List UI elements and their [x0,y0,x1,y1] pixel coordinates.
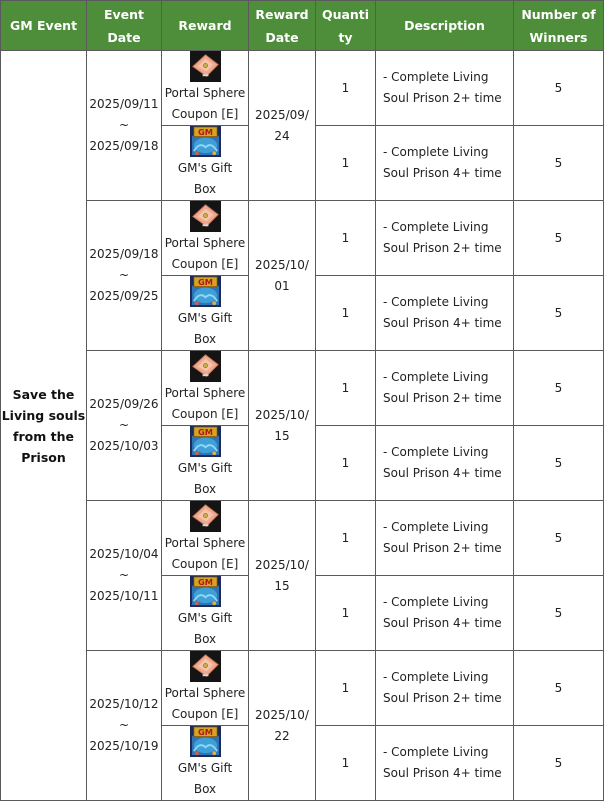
event-date-end: 2025/09/18 [89,139,159,153]
event-date-start: 2025/10/12 [89,697,159,711]
reward-cell [162,501,249,576]
reward-name-line: GM's Gift [177,311,233,325]
reward-cell [162,201,249,276]
quantity-cell: 1 [316,501,376,576]
header-reward-date [249,1,316,51]
header-event-date-line: Event [103,6,145,22]
event-date-start: 2025/09/26 [89,397,159,411]
event-date-cell [87,201,162,351]
event-date-cell [87,351,162,501]
description-line: - Complete Living [383,70,489,84]
event-date-sep: ~ [118,718,130,732]
event-name-cell [1,51,87,801]
reward-date-line: 15 [274,578,290,593]
quantity-cell: 1 [316,651,376,726]
reward-date-line: 2025/10/ [255,707,309,722]
reward-name-line: GM's Gift [177,461,233,475]
reward-name-line: Portal Sphere [164,236,246,250]
header-quantity-line: ty [338,29,353,45]
table-row [1,501,604,576]
description-cell [376,651,514,726]
portal-sphere-coupon-icon [190,651,221,682]
reward-name-line: Box [193,782,217,796]
event-name-line: Prison [21,449,66,465]
quantity-cell: 1 [316,51,376,126]
winners-cell: 5 [514,426,604,501]
winners-cell: 5 [514,126,604,201]
description-line: - Complete Living [383,145,489,159]
reward-date-line: 2025/10/ [255,257,309,272]
reward-cell [162,276,249,351]
quantity-cell: 1 [316,351,376,426]
table-row [1,651,604,726]
description-cell [376,501,514,576]
description-line: Soul Prison 4+ time [383,466,502,480]
gm-gift-box-icon [190,126,221,157]
reward-date-line: 2025/09/ [255,107,309,122]
portal-sphere-coupon-icon [190,501,221,532]
description-cell [376,726,514,801]
event-date-cell [87,51,162,201]
table-row [1,201,604,276]
winners-cell: 5 [514,501,604,576]
reward-name-line: Coupon [E] [171,707,239,721]
gm-gift-box-icon [190,276,221,307]
table-row [1,51,604,126]
reward-date-cell [249,51,316,201]
description-cell [376,426,514,501]
reward-date-line: 2025/10/ [255,557,309,572]
header-event-date-line: Date [107,29,141,45]
reward-name-line: Portal Sphere [164,386,246,400]
event-date-end: 2025/10/11 [89,589,159,603]
reward-date-line: 2025/10/ [255,407,309,422]
reward-cell [162,651,249,726]
description-cell [376,51,514,126]
quantity-cell: 1 [316,726,376,801]
portal-sphere-coupon-icon [190,201,221,232]
reward-cell [162,576,249,651]
reward-name-line: GM's Gift [177,161,233,175]
reward-date-line: 01 [274,278,290,293]
gm-gift-box-icon [190,726,221,757]
event-date-sep: ~ [118,568,130,582]
reward-name-line: Coupon [E] [171,257,239,271]
reward-date-cell [249,201,316,351]
event-date-end: 2025/10/03 [89,439,159,453]
reward-cell [162,51,249,126]
quantity-cell: 1 [316,126,376,201]
event-date-cell [87,501,162,651]
quantity-cell: 1 [316,426,376,501]
description-line: - Complete Living [383,520,489,534]
description-line: Soul Prison 4+ time [383,316,502,330]
reward-date-line: 15 [274,428,290,443]
header-quantity [316,1,376,51]
description-cell [376,201,514,276]
description-line: - Complete Living [383,370,489,384]
reward-name-line: Box [193,182,217,196]
description-line: Soul Prison 2+ time [383,91,502,105]
description-cell [376,276,514,351]
reward-cell [162,126,249,201]
portal-sphere-coupon-icon [190,51,221,82]
quantity-cell: 1 [316,201,376,276]
description-line: - Complete Living [383,220,489,234]
event-date-start: 2025/10/04 [89,547,159,561]
winners-cell: 5 [514,651,604,726]
description-line: - Complete Living [383,670,489,684]
description-line: Soul Prison 2+ time [383,241,502,255]
header-quantity-line: Quanti [321,6,370,22]
header-gm-event: GM Event [1,1,87,51]
winners-cell: 5 [514,351,604,426]
reward-cell [162,351,249,426]
winners-cell: 5 [514,726,604,801]
header-event-date [87,1,162,51]
header-reward-date-line: Date [265,29,299,45]
reward-name-line: Box [193,632,217,646]
event-date-cell [87,651,162,801]
reward-name-line: GM's Gift [177,611,233,625]
reward-name-line: Portal Sphere [164,536,246,550]
reward-name-line: Coupon [E] [171,407,239,421]
reward-name-line: Coupon [E] [171,557,239,571]
reward-date-cell [249,651,316,801]
header-winners-line: Winners [529,29,588,45]
reward-name-line: Portal Sphere [164,686,246,700]
description-line: - Complete Living [383,445,489,459]
reward-name-line: Coupon [E] [171,107,239,121]
gm-gift-box-icon [190,426,221,457]
header-reward-date-line: Reward [255,6,309,22]
description-line: Soul Prison 2+ time [383,391,502,405]
portal-sphere-coupon-icon [190,351,221,382]
reward-name-line: GM's Gift [177,761,233,775]
event-date-end: 2025/10/19 [89,739,159,753]
header-reward: Reward [162,1,249,51]
event-date-sep: ~ [118,268,130,282]
event-name-line: from the [13,428,74,444]
description-line: - Complete Living [383,595,489,609]
event-name-line: Save the [12,386,75,402]
event-date-sep: ~ [118,418,130,432]
description-line: - Complete Living [383,295,489,309]
winners-cell: 5 [514,576,604,651]
header-winners-line: Number of [521,6,596,22]
quantity-cell: 1 [316,276,376,351]
gm-gift-box-icon [190,576,221,607]
description-line: Soul Prison 4+ time [383,766,502,780]
description-line: Soul Prison 2+ time [383,541,502,555]
header-description: Description [376,1,514,51]
reward-date-line: 22 [274,728,290,743]
header-winners [514,1,604,51]
event-name-line: Living souls [1,407,86,423]
reward-name-line: Portal Sphere [164,86,246,100]
description-line: - Complete Living [383,745,489,759]
header-row [1,1,604,51]
description-line: Soul Prison 4+ time [383,616,502,630]
event-date-sep: ~ [118,118,130,132]
description-cell [376,126,514,201]
description-cell [376,351,514,426]
winners-cell: 5 [514,201,604,276]
reward-date-cell [249,351,316,501]
event-date-start: 2025/09/18 [89,247,159,261]
reward-cell [162,726,249,801]
reward-name-line: Box [193,332,217,346]
event-date-end: 2025/09/25 [89,289,159,303]
reward-cell [162,426,249,501]
winners-cell: 5 [514,51,604,126]
reward-date-line: 24 [274,128,290,143]
description-cell [376,576,514,651]
event-date-start: 2025/09/11 [89,97,159,111]
description-line: Soul Prison 4+ time [383,166,502,180]
description-line: Soul Prison 2+ time [383,691,502,705]
quantity-cell: 1 [316,576,376,651]
reward-name-line: Box [193,482,217,496]
reward-date-cell [249,501,316,651]
table-row [1,351,604,426]
winners-cell: 5 [514,276,604,351]
